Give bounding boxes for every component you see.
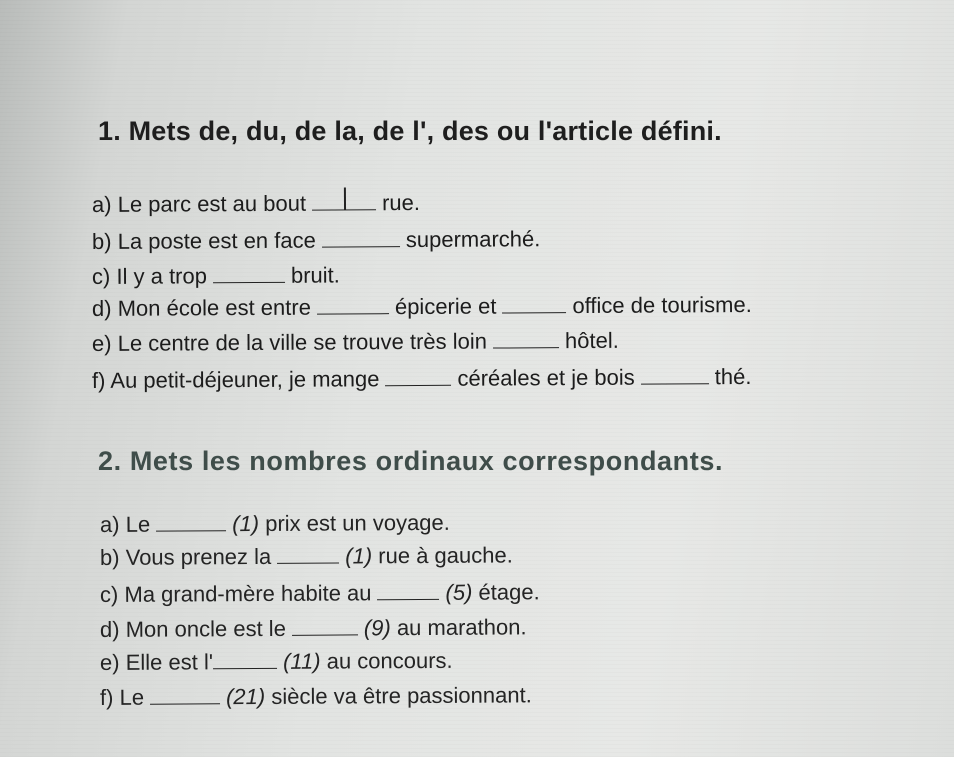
answer-blank[interactable] xyxy=(150,687,220,704)
answer-blank[interactable] xyxy=(502,296,566,313)
exercise-1-item-d xyxy=(92,292,752,322)
item-text: épicerie et xyxy=(394,293,497,320)
ordinal-hint: (1) xyxy=(232,511,260,537)
item-text: Le xyxy=(125,511,151,537)
item-text: Mon oncle est le xyxy=(125,615,286,642)
item-label: a) xyxy=(91,191,112,217)
item-text: bruit. xyxy=(290,262,340,288)
exercise-1-item-c xyxy=(92,262,340,290)
exercise-2-item-c xyxy=(100,579,540,608)
answer-blank[interactable] xyxy=(385,369,451,386)
exercise-1-item-e xyxy=(92,328,619,357)
item-label: c) xyxy=(99,581,119,607)
item-label: a) xyxy=(99,511,120,537)
item-text: au marathon. xyxy=(396,614,527,641)
answer-blank[interactable] xyxy=(641,367,709,384)
item-text: au concours. xyxy=(326,647,453,674)
item-text: rue à gauche. xyxy=(378,542,513,569)
exercise-2-item-a xyxy=(100,510,450,538)
item-label: e) xyxy=(99,649,120,675)
item-text: hôtel. xyxy=(564,327,619,354)
item-text: Elle est l' xyxy=(125,649,214,675)
answer-blank[interactable] xyxy=(156,514,226,531)
item-label: f) xyxy=(91,367,106,393)
exercise-2-item-e xyxy=(100,648,453,676)
exercise-2-item-f xyxy=(100,682,532,711)
exercise-2-title: 2. Mets les nombres ordinaux correspondants. xyxy=(98,446,724,476)
exercise-2-item-d xyxy=(100,614,527,643)
exercise-1-item-a xyxy=(92,190,420,218)
item-text: La poste est en face xyxy=(117,227,316,254)
exercise-1-title: 1. Mets de, du, de la, de l', des ou l'article défini. xyxy=(98,116,722,146)
item-text: étage. xyxy=(478,579,540,605)
ordinal-hint: (1) xyxy=(345,543,373,569)
item-text: Le parc est au bout xyxy=(117,190,307,217)
item-label: d) xyxy=(91,295,112,321)
answer-blank[interactable] xyxy=(377,583,439,600)
answer-blank[interactable] xyxy=(493,331,559,348)
item-label: e) xyxy=(91,330,112,356)
item-text: Il y a trop xyxy=(116,263,208,289)
ordinal-hint: (5) xyxy=(445,579,473,605)
exercise-1-item-f xyxy=(92,364,752,394)
item-label: d) xyxy=(99,616,120,642)
item-text: Mon école est entre xyxy=(117,294,311,321)
item-text: Vous prenez la xyxy=(125,543,272,570)
answer-blank[interactable] xyxy=(213,266,285,283)
item-text: Le xyxy=(119,684,145,710)
item-label: f) xyxy=(99,684,114,710)
ordinal-hint: (11) xyxy=(282,648,321,674)
item-text: supermarché. xyxy=(405,226,541,253)
item-label: b) xyxy=(99,544,120,570)
exercise-2-item-b xyxy=(100,542,513,571)
item-text: thé. xyxy=(714,363,752,390)
item-text: Le centre de la ville se trouve très loin xyxy=(117,328,488,356)
item-text: prix est un voyage. xyxy=(265,509,450,536)
answer-blank[interactable] xyxy=(322,230,400,247)
item-text: siècle va être passionnant. xyxy=(271,682,532,709)
answer-blank[interactable] xyxy=(312,193,376,210)
answer-blank[interactable] xyxy=(292,618,358,635)
item-label: c) xyxy=(91,263,111,289)
item-text: Au petit-déjeuner, je mange xyxy=(110,366,380,393)
answer-blank[interactable] xyxy=(317,297,389,314)
item-label: b) xyxy=(91,228,112,254)
answer-blank[interactable] xyxy=(277,547,339,564)
item-text: céréales et je bois xyxy=(457,364,635,391)
item-text: office de tourisme. xyxy=(572,291,752,319)
exercise-1-item-b xyxy=(92,226,540,255)
ordinal-hint: (9) xyxy=(363,615,391,641)
item-text: Ma grand-mère habite au xyxy=(124,580,372,607)
ordinal-hint: (21) xyxy=(225,683,266,710)
item-text: rue. xyxy=(381,189,421,216)
answer-blank[interactable] xyxy=(213,652,277,669)
